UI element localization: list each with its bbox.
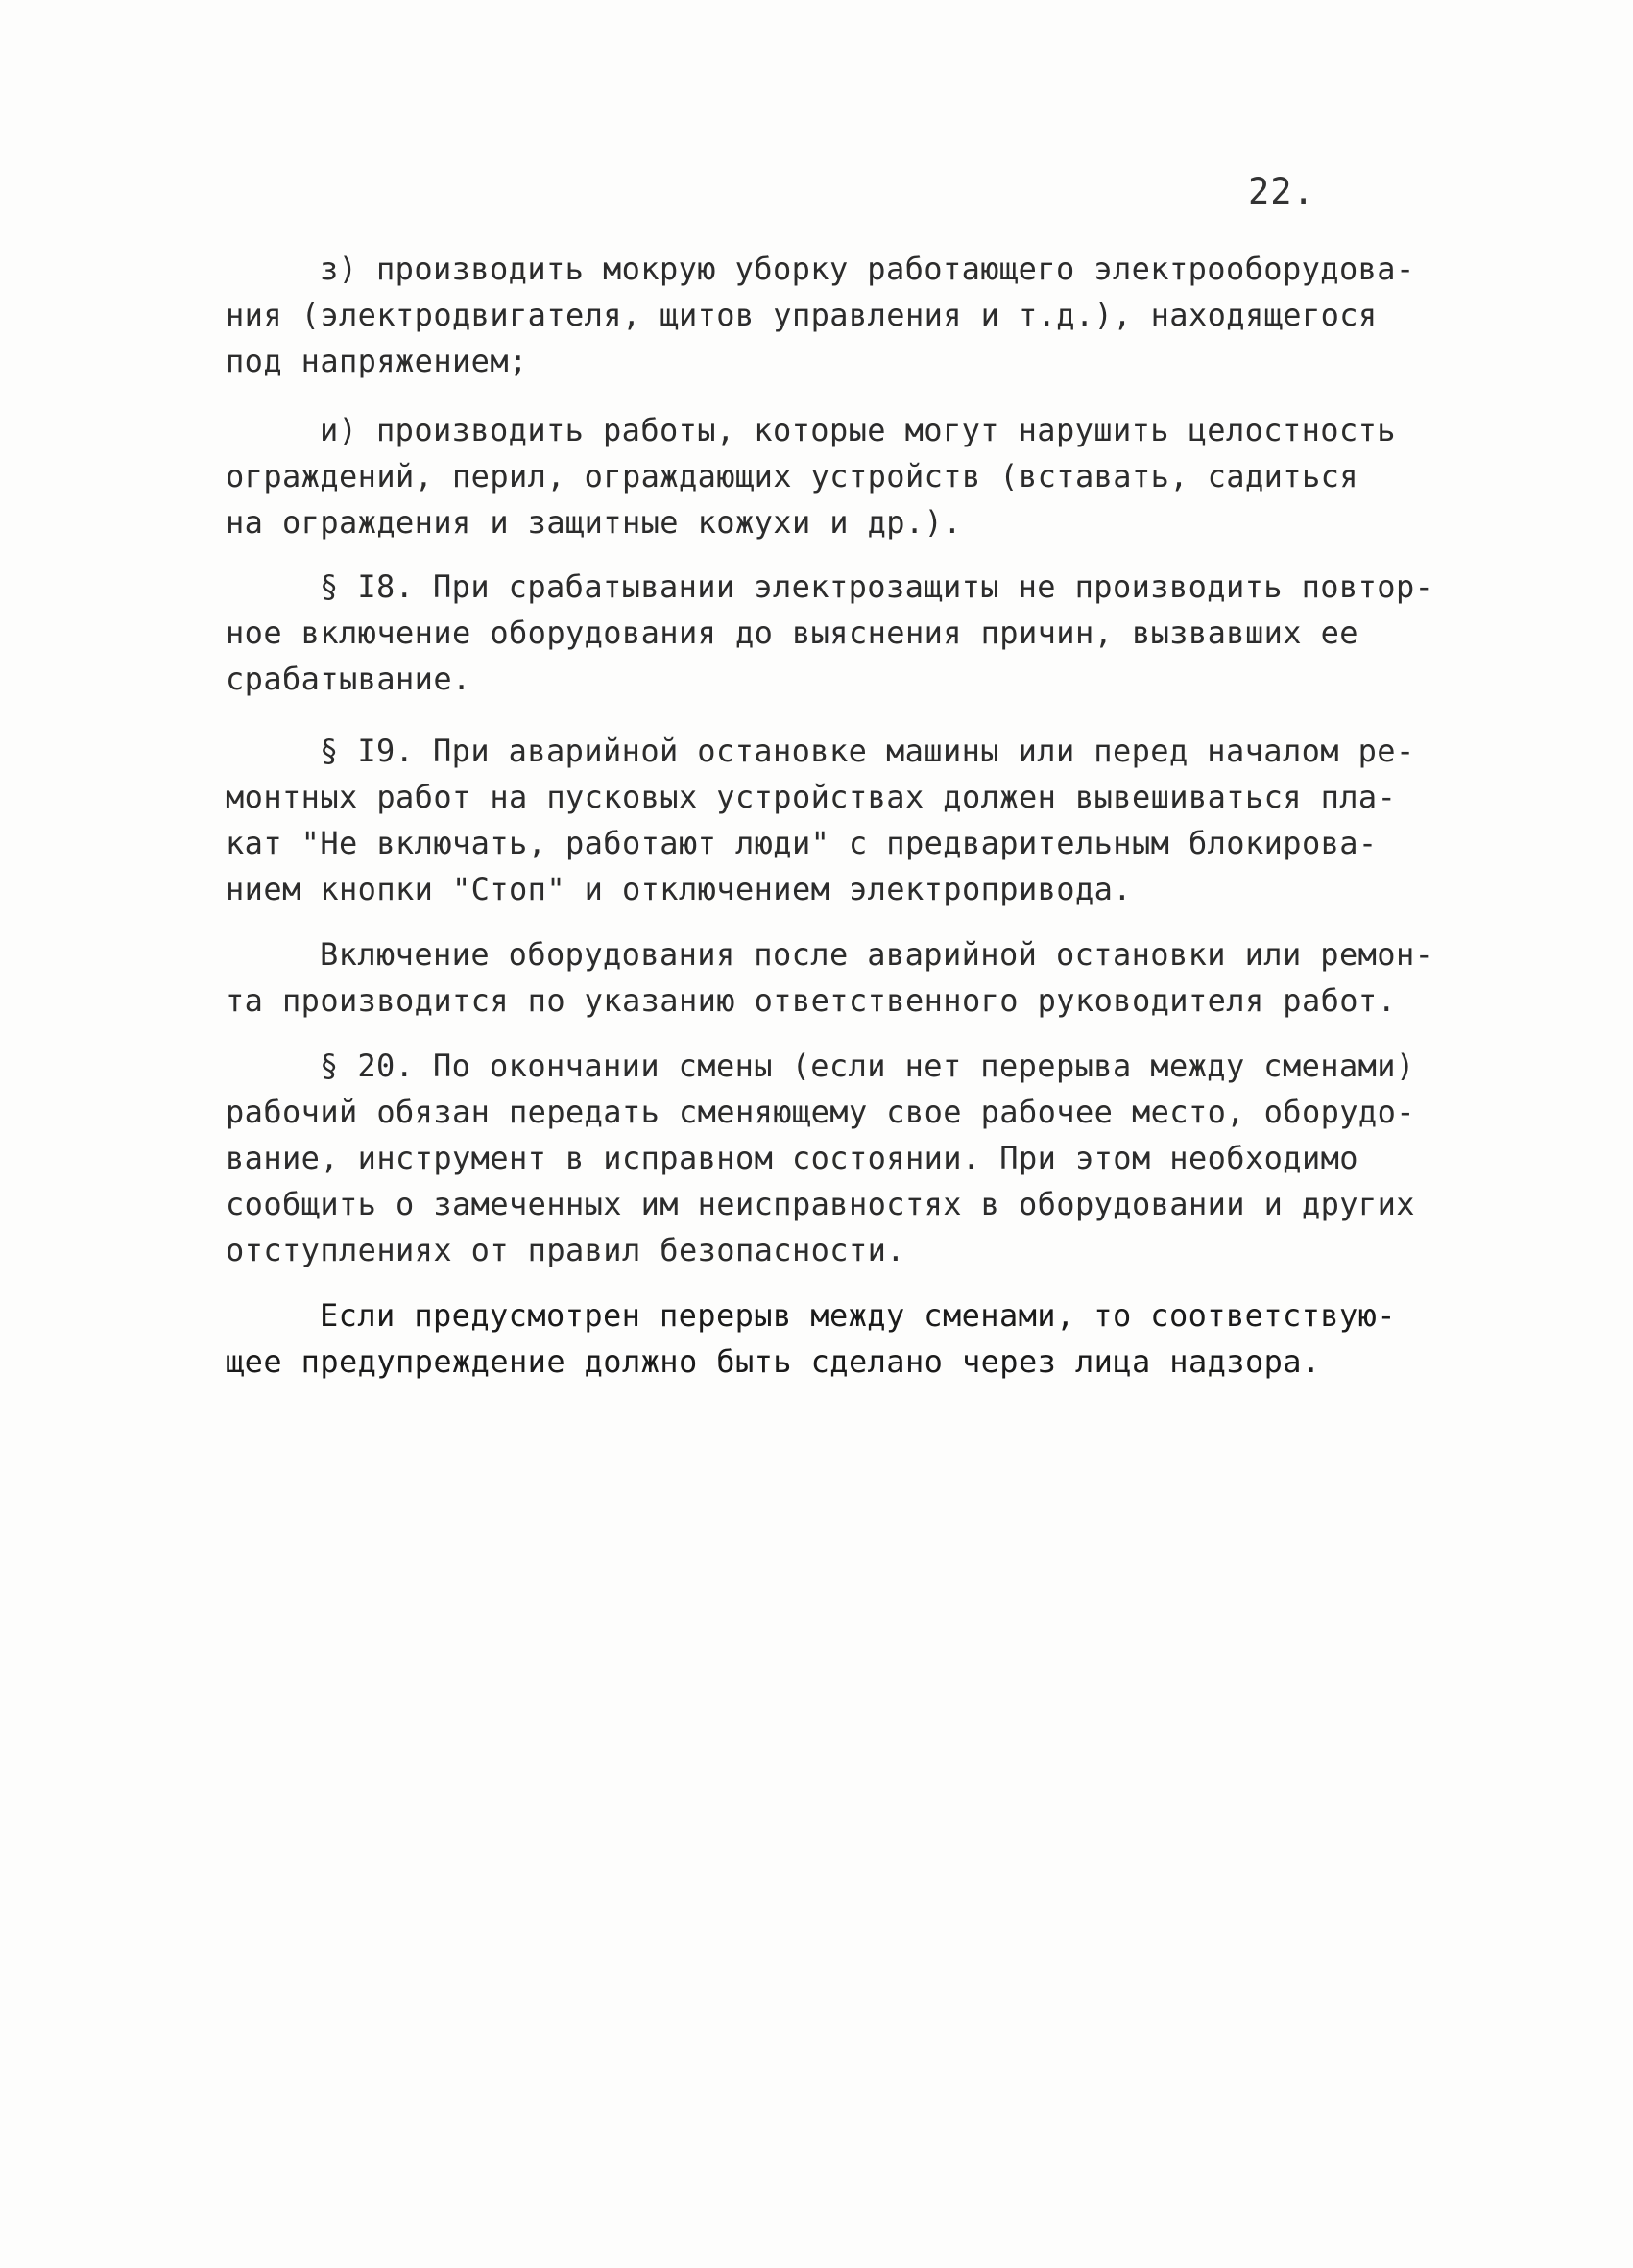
restart-paragraph-line-1: Включение оборудования после аварийной остановки или ремон- xyxy=(320,936,1434,973)
section-20-line-5: отступлениях от правил безопасности. xyxy=(226,1232,905,1268)
paragraph-i-line-3: на ограждения и защитные кожухи и др.). xyxy=(226,504,962,541)
page-number: 22. xyxy=(1248,171,1315,212)
paragraph-i-line-2: ограждений, перил, ограждающих устройств (вставать, садиться xyxy=(226,458,1358,495)
section-20-line-3: вание, инструмент в исправном состоянии. При этом необходимо xyxy=(226,1140,1358,1176)
section-18-line-1: § I8. При срабатывании электрозащиты не производить повтор- xyxy=(320,568,1434,605)
section-18-line-3: срабатывание. xyxy=(226,661,471,697)
section-19-line-1: § I9. При аварийной остановке машины или перед началом ре- xyxy=(320,733,1415,769)
section-19-line-4: нием кнопки "Стоп" и отключением электропривода. xyxy=(226,871,1132,907)
paragraph-z-line-3: под напряжением; xyxy=(226,343,528,379)
section-20-line-2: рабочий обязан передать сменяющему свое рабочее место, оборудо- xyxy=(226,1094,1415,1130)
restart-paragraph-line-2: та производится по указанию ответственного руководителя работ. xyxy=(226,982,1397,1019)
paragraph-z-line-1: з) производить мокрую уборку работающего электрооборудова- xyxy=(320,251,1415,287)
section-19-line-3: кат "Не включать, работают люди" с предварительным блокирова- xyxy=(226,825,1378,861)
break-paragraph-line-1: Если предусмотрен перерыв между сменами, то соответствую- xyxy=(320,1297,1396,1334)
section-18-line-2: ное включение оборудования до выяснения причин, вызвавших ее xyxy=(226,615,1358,651)
section-20-line-4: сообщить о замеченных им неисправностях в оборудовании и других xyxy=(226,1186,1415,1222)
section-20-line-1: § 20. По окончании смены (если нет перерыва между сменами) xyxy=(320,1048,1415,1084)
section-19-line-2: монтных работ на пусковых устройствах должен вывешиваться пла- xyxy=(226,779,1397,815)
paragraph-z-line-2: ния (электродвигателя, щитов управления и т.д.), находящегося xyxy=(226,297,1378,333)
paragraph-i-line-1: и) производить работы, которые могут нарушить целостность xyxy=(320,412,1396,448)
break-paragraph-line-2: щее предупреждение должно быть сделано через лица надзора. xyxy=(226,1343,1321,1380)
